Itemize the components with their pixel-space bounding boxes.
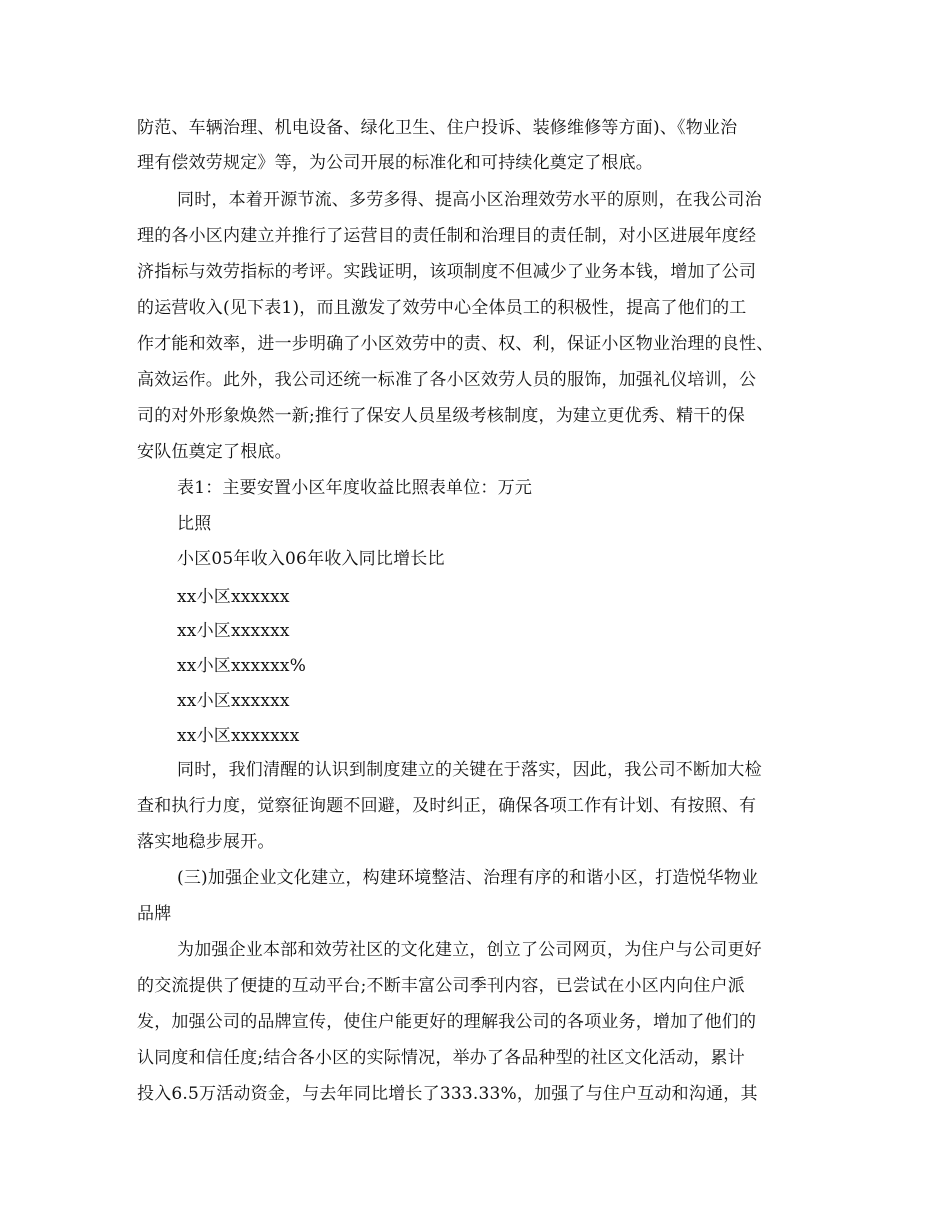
- text-line: 的运营收入(见下表1)，而且激发了效劳中心全体员工的积极性，提高了他们的工: [137, 298, 747, 318]
- text-line: 高效运作。此外，我公司还统一标准了各小区效劳人员的服饰，加强礼仪培训，公: [137, 370, 757, 390]
- table-header-compare: 比照: [177, 514, 212, 534]
- text-line: 理的各小区内建立并推行了运营目的责任制和治理目的责任制，对小区进展年度经: [137, 226, 757, 246]
- paragraph-start: 同时，本着开源节流、多劳多得、提高小区治理效劳水平的原则，在我公司治: [177, 190, 762, 210]
- section-heading-continued: 品牌: [137, 904, 172, 924]
- text-line: 济指标与效劳指标的考评。实践证明，该项制度不但减少了业务本钱，增加了公司: [137, 262, 757, 282]
- text-line: 作才能和效率，进一步明确了小区效劳中的责、权、利，保证小区物业治理的良性、: [137, 334, 774, 354]
- table-row: xx小区xxxxxxx: [177, 726, 300, 746]
- table-row: xx小区xxxxxx: [177, 621, 290, 641]
- table-row: xx小区xxxxxx: [177, 691, 290, 711]
- text-line: 司的对外形象焕然一新;推行了保安人员星级考核制度，为建立更优秀、精干的保: [137, 406, 745, 426]
- paragraph-start: 同时，我们清醒的认识到制度建立的关键在于落实，因此，我公司不断加大检: [177, 760, 762, 780]
- table-header-row: 小区05年收入06年收入同比增长比: [177, 549, 445, 569]
- text-line: 防范、车辆治理、机电设备、绿化卫生、住户投诉、装修维修等方面)、《物业治: [137, 118, 738, 138]
- text-line: 落实地稳步展开。: [137, 832, 275, 852]
- text-line: 理有偿效劳规定》等，为公司开展的标准化和可持续化奠定了根底。: [137, 153, 653, 173]
- table-row: xx小区xxxxxx: [177, 587, 290, 607]
- text-line: 投入6.5万活动资金，与去年同比增长了333.33%，加强了与住户互动和沟通，其: [137, 1084, 758, 1104]
- table-row: xx小区xxxxxx%: [177, 656, 307, 676]
- text-line: 的交流提供了便捷的互动平台;不断丰富公司季刊内容，已尝试在小区内向住户派: [137, 976, 745, 996]
- paragraph-start: 为加强企业本部和效劳社区的文化建立，创立了公司网页，为住户与公司更好: [177, 940, 762, 960]
- text-line: 认同度和信任度;结合各小区的实际情况，举办了各品种型的社区文化活动，累计: [137, 1048, 745, 1068]
- text-line: 发，加强公司的品牌宣传，使住户能更好的理解我公司的各项业务，增加了他们的: [137, 1012, 757, 1032]
- table-caption: 表1：主要安置小区年度收益比照表单位：万元: [177, 478, 533, 498]
- section-heading: (三)加强企业文化建立，构建环境整洁、治理有序的和谐小区，打造悦华物业: [177, 868, 759, 888]
- text-line: 安队伍奠定了根底。: [137, 442, 292, 462]
- text-line: 查和执行力度，觉察征询题不回避，及时纠正，确保各项工作有计划、有按照、有: [137, 796, 757, 816]
